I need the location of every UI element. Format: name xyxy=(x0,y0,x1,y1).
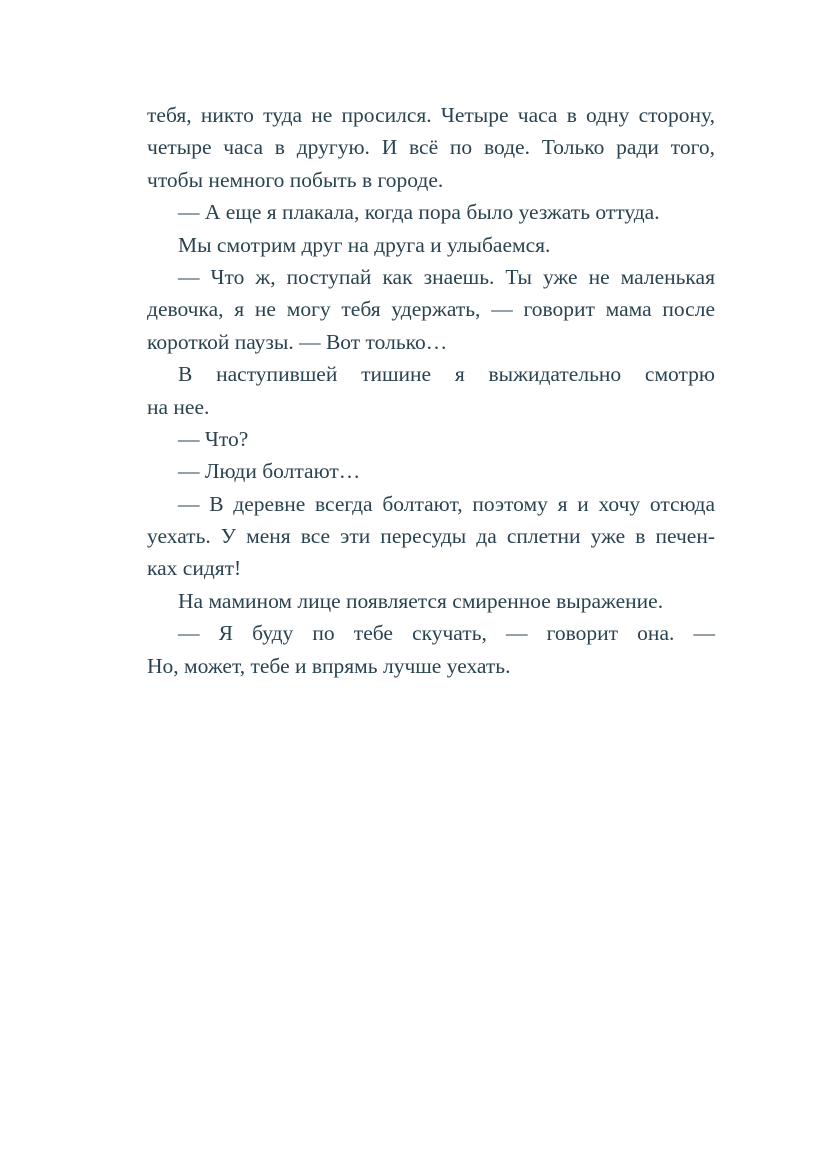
text-line: — Я буду по тебе скучать, — говорит она. — xyxy=(178,621,715,646)
text-line: девочка, я не могу тебя удержать, — говорит мама после xyxy=(147,297,715,322)
text-line: ках сидят! xyxy=(147,556,242,581)
text-line: В наступившей тишине я выжидательно смотрю xyxy=(178,362,715,387)
text-line: тебя, никто туда не просился. Четыре часа в одну сторону, xyxy=(147,103,715,127)
text-line: Мы смотрим друг на друга и улыбаемся. xyxy=(178,232,551,257)
body-text xyxy=(147,99,715,682)
text-line: Но, может, тебе и впрямь лучше уехать. xyxy=(147,653,511,678)
text-line: — Что ж, поступай как знаешь. Ты уже не маленькая xyxy=(178,264,715,289)
text-line: четыре часа в другую. И всё по воде. Только ради того, xyxy=(147,135,715,160)
text-line: на нее. xyxy=(147,394,210,419)
text-line: короткой паузы. — Вот только… xyxy=(147,329,448,354)
text-line: На мамином лице появляется смиренное выражение. xyxy=(178,588,664,613)
text-line: — А еще я плакала, когда пора было уезжать оттуда. xyxy=(178,200,660,225)
text-line: чтобы немного побыть в городе. xyxy=(147,167,444,192)
text-line: уехать. У меня все эти пересуды да сплетни уже в печен- xyxy=(147,524,715,549)
text-line: — В деревне всегда болтают, поэтому я и хочу отсюда xyxy=(178,491,715,516)
text-line: — Люди болтают… xyxy=(178,459,361,484)
text-line: — Что? xyxy=(178,426,249,451)
